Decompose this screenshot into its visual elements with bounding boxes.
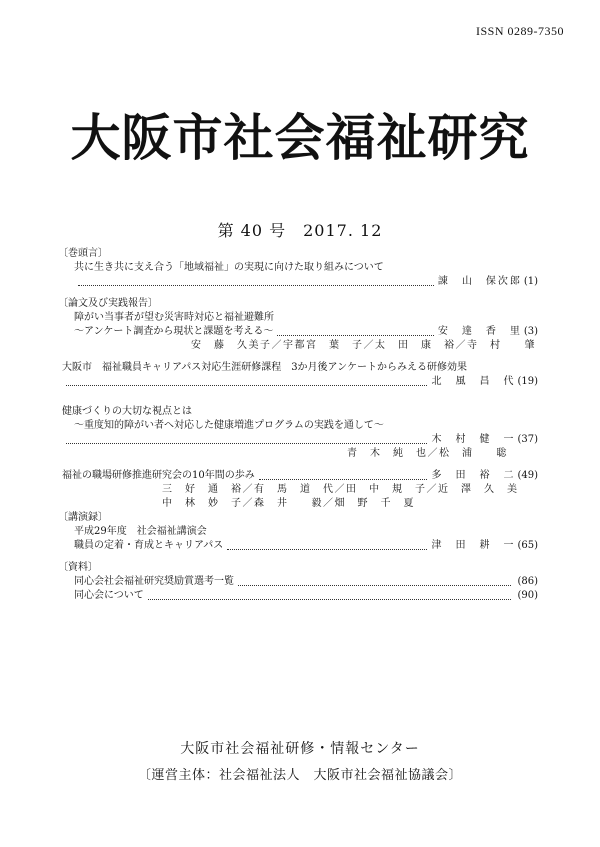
co-authors: 青 木 純 也／松 浦 聡: [347, 448, 508, 459]
co-authors: 中 林 妙 子／森 井 毅／畑 野 千 夏: [162, 498, 415, 509]
entry-page: (65): [517, 540, 538, 551]
entry-title: 同心会社会福祉研究奨励賞選考一覧: [74, 576, 234, 587]
entry-author: 津 田 耕 一: [431, 540, 516, 551]
section-materials: [58, 561, 538, 603]
toc-entry-row: [62, 469, 538, 483]
toc-entry-row: [62, 589, 538, 603]
entry-page: (19): [517, 376, 538, 387]
section-papers: [58, 297, 538, 511]
section-label: 〔論文及び実践報告〕: [58, 298, 158, 309]
toc-entry-row: [62, 575, 538, 589]
entry-title: 福祉の職場研修推進研究会の10年間の歩み: [62, 470, 255, 481]
entry-title: 共に生き共に支え合う「地域福祉」の実現に向けた取り組みについて: [74, 262, 384, 273]
section-label: 〔講演録〕: [58, 512, 108, 523]
issn-number: ISSN 0289-7350: [475, 24, 564, 38]
dot-leader: [259, 479, 428, 480]
entry-page: (49): [517, 470, 538, 481]
entry-title: 大阪市 福祉職員キャリアパス対応生涯研修課程 3か月後アンケートからみえる研修効果: [62, 362, 467, 373]
toc-entry-row: [62, 539, 538, 553]
entry-author: 木 村 健 一: [431, 434, 516, 445]
section-label: 〔巻頭言〕: [58, 248, 108, 259]
section-label: 〔資料〕: [58, 562, 98, 573]
section-lecture: [58, 511, 538, 553]
entry-page: (37): [517, 434, 538, 445]
publisher-name: 大阪市社会福祉研修・情報センター: [180, 741, 420, 757]
toc-entry-row: [62, 375, 538, 389]
dot-leader: [66, 443, 427, 444]
entry-author: 北 風 昌 代: [431, 376, 516, 387]
entry-page: (90): [517, 590, 538, 601]
entry-title: 健康づくりの大切な視点とは: [62, 406, 192, 417]
toc-entry-row: [62, 433, 538, 447]
entry-author: 多 田 裕 二: [431, 470, 516, 481]
dot-leader: [78, 285, 434, 286]
table-of-contents: [58, 247, 538, 603]
entry-title: 職員の定着・育成とキャリアパス: [74, 540, 224, 551]
journal-title: 大阪市社会福祉研究: [70, 108, 530, 167]
entry-title: 同心会について: [74, 590, 144, 601]
entry-author: 安 達 香 里: [437, 326, 522, 337]
entry-subtitle: ～アンケート調査から現状と課題を考える～: [74, 326, 274, 337]
dot-leader: [277, 335, 433, 336]
issue-number: 第 40 号 2017. 12: [217, 221, 383, 240]
entry-author: 諌 山 保次郎: [437, 276, 522, 287]
entry-page: (1): [523, 276, 538, 287]
entry-page: (86): [517, 576, 538, 587]
toc-entry-row: [62, 325, 538, 339]
entry-subtitle: ～重度知的障がい者へ対応した健康増進プログラムの実践を通して～: [74, 420, 384, 431]
entry-subheading: 平成29年度 社会福祉講演会: [74, 526, 207, 537]
dot-leader: [148, 599, 512, 600]
dot-leader: [238, 585, 511, 586]
publisher-operator: 〔運営主体：社会福祉法人 大阪市社会福祉協議会〕: [137, 768, 462, 783]
dot-leader: [227, 549, 427, 550]
dot-leader: [66, 385, 427, 386]
entry-page: (3): [523, 326, 538, 337]
toc-entry-row: [62, 275, 538, 289]
co-authors: 三 好 通 裕／有 馬 道 代／田 中 規 子／近 澤 久 美: [162, 484, 519, 495]
entry-title: 障がい当事者が望む災害時対応と福祉避難所: [74, 312, 274, 323]
co-authors: 安 藤 久美子／宇都宮 葉 子／太 田 康 裕／寺 村 肇: [191, 340, 536, 351]
section-foreword: [58, 247, 538, 289]
